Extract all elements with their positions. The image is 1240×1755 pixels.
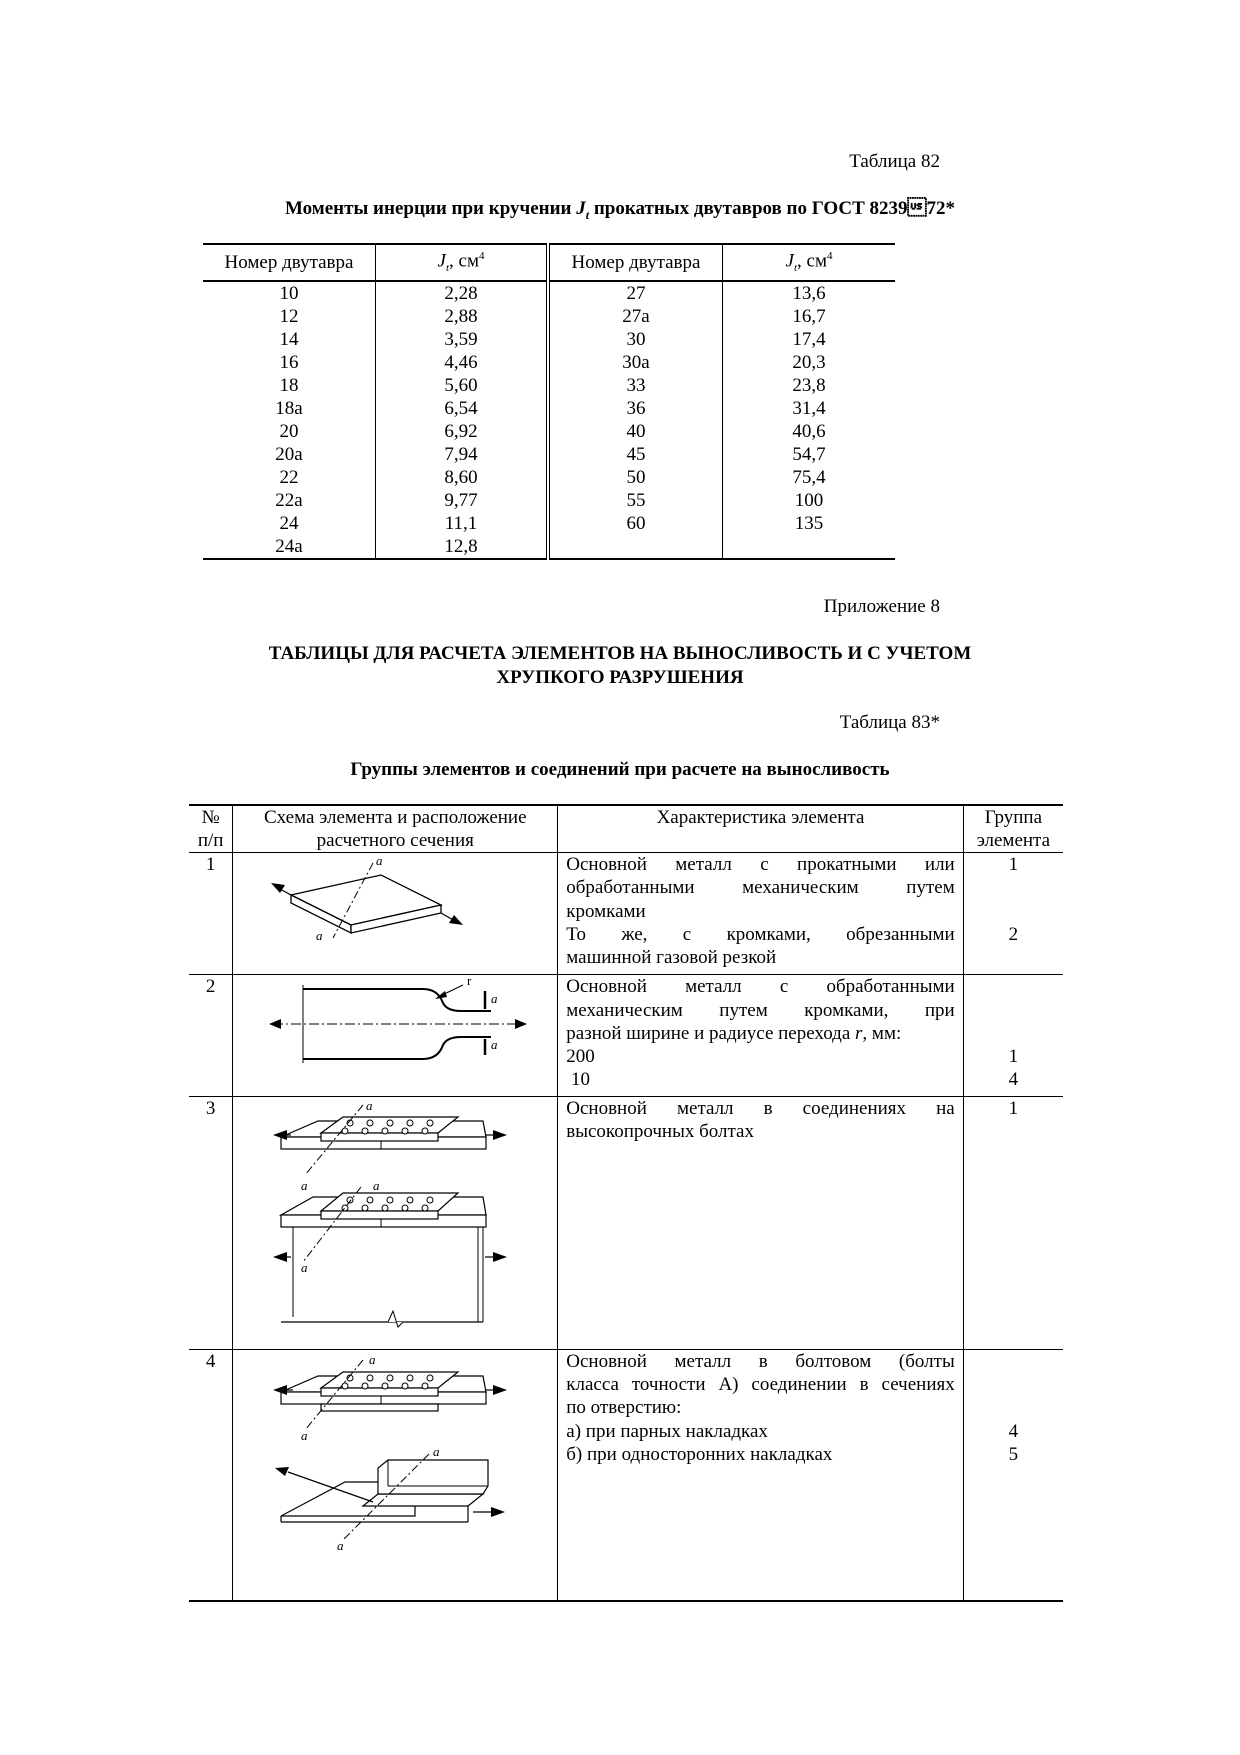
jt-value: 11,1: [376, 512, 549, 535]
jt-value-2: 13,6: [792, 283, 826, 305]
table82-row: [203, 535, 895, 559]
table82-caption: Таблица 82: [849, 151, 940, 172]
table82-row: [203, 374, 895, 397]
row4-groups: 4 5: [963, 1349, 1063, 1601]
table82-title-post: прокатных двутавров по ГОСТ 8239 72*: [589, 198, 956, 219]
jt-value: 5,60: [376, 374, 549, 397]
appendix-label: Приложение 8: [823, 596, 940, 617]
appendix-title-line1: ТАБЛИЦЫ ДЛЯ РАСЧЕТА ЭЛЕМЕНТОВ НА ВЫНОСЛИВОСТЬ И С УЧЕТОМ: [268, 643, 972, 664]
jt-value: 9,77: [376, 489, 549, 512]
beam-number: 18а: [203, 397, 376, 420]
beam-number-2: 50: [548, 466, 723, 489]
jt-value-2: [723, 535, 896, 559]
table82-row: [203, 351, 895, 374]
jt-value-2: 100: [794, 490, 824, 512]
section-label-a: a: [376, 853, 383, 868]
transition-diagram: [233, 975, 557, 1089]
table82-row: [203, 328, 895, 351]
scheme-class-a-bolts: [233, 1349, 558, 1601]
section-label-a-4: a: [301, 1259, 308, 1275]
table83-title: Группы элементов и соединений при расчете на выносливость: [350, 759, 890, 780]
beam-number-2: [548, 535, 723, 559]
section-label-a-3: a: [433, 1443, 440, 1459]
beam-number-2: 27: [548, 281, 723, 305]
beam-number-2: 45: [548, 443, 723, 466]
scheme-plate: [233, 853, 558, 975]
jt-value-2: 16,7: [792, 306, 826, 328]
header-beam-number: Номер двутавра: [203, 244, 376, 281]
beam-number: 12: [203, 305, 376, 328]
table83-row-1: [189, 853, 1063, 975]
table83-caption: Таблица 83*: [839, 712, 940, 733]
radius-label-r: r: [467, 975, 472, 989]
table82-row: [203, 512, 895, 535]
jt-value: 12,8: [376, 535, 549, 559]
header-jt-2: $J_t$, $см^4$: [723, 244, 896, 281]
beam-number-2: 30: [548, 328, 723, 351]
row2-groups: 1 4: [963, 975, 1063, 1096]
row-number: 2: [189, 975, 233, 1096]
row3-description: Основной металл в соединениях на высокопрочных болтах: [558, 1096, 963, 1349]
section-label-a: a: [491, 991, 498, 1007]
jt-value: 4,46: [376, 351, 549, 374]
beam-number: 10: [203, 281, 376, 305]
beam-number: 20а: [203, 443, 376, 466]
table83-row-4: [189, 1349, 1063, 1601]
plate-diagram: [233, 853, 557, 968]
table82-header-row: [203, 244, 895, 281]
row-number: 3: [189, 1096, 233, 1349]
table82-row: [203, 443, 895, 466]
jt-value-2: 54,7: [792, 444, 826, 466]
section-label-a-3: a: [373, 1177, 380, 1193]
beam-number-2: 30а: [548, 351, 723, 374]
beam-number: 24: [203, 512, 376, 535]
jt-value: 7,94: [376, 443, 549, 466]
beam-number-2: 33: [548, 374, 723, 397]
row3-groups: 1: [963, 1096, 1063, 1349]
section-label-a-4: a: [337, 1537, 344, 1553]
table82-title: [0, 198, 1240, 223]
header-number: № п/п: [189, 805, 233, 853]
jt-value-2: 75,4: [792, 467, 826, 489]
jt-value: 8,60: [376, 466, 549, 489]
table83-row-3: [189, 1096, 1063, 1349]
header-scheme: Схема элемента и расположение расчетного сечения: [233, 805, 558, 853]
section-label-a-2: a: [491, 1037, 498, 1053]
jt-value: 6,54: [376, 397, 549, 420]
jt-value: 2,28: [376, 281, 549, 305]
beam-number-2: 36: [548, 397, 723, 420]
beam-number: 22: [203, 466, 376, 489]
jt-value-2: 20,3: [792, 352, 826, 374]
row2-description: Основной металл с обработанными механическим путем кромками, при разной ширине и радиусе перехода r, мм: 200 10: [558, 975, 963, 1096]
section-label-a-2: a: [301, 1177, 308, 1193]
beam-number: 22а: [203, 489, 376, 512]
jt-value: 3,59: [376, 328, 549, 351]
beam-number-2: 60: [548, 512, 723, 535]
beam-number-2: 27а: [548, 305, 723, 328]
header-jt: $J_t$, $см^4$: [376, 244, 549, 281]
hs-bolt-diagram: [233, 1097, 557, 1343]
table82-row: [203, 466, 895, 489]
scheme-transition: [233, 975, 558, 1096]
beam-number: 20: [203, 420, 376, 443]
table83-row-2: [189, 975, 1063, 1096]
table82-row: [203, 281, 895, 305]
row1-description: Основной металл с прокатными или обработанными механическим путем кромками То же, с кромками, обрезанными машинной газовой резкой: [558, 853, 963, 975]
header-group: Группа элемента: [963, 805, 1063, 853]
table82-row: [203, 489, 895, 512]
row1-groups: 1 2: [963, 853, 1063, 975]
jt-value: 2,88: [376, 305, 549, 328]
row4-description: Основной металл в болтовом (болты класса точности А) соединении в сечениях по отверстию: а) при парных накладках б) при односторонних накладках: [558, 1349, 963, 1601]
header-beam-number-2: Номер двутавра: [548, 244, 723, 281]
jt-value-2: 135: [794, 513, 824, 535]
section-label-a-2: a: [316, 928, 323, 943]
jt-value-2: 23,8: [792, 375, 826, 397]
jt-value-2: 17,4: [792, 329, 826, 351]
row-number: 1: [189, 853, 233, 975]
class-a-bolt-diagram: [233, 1350, 557, 1594]
beam-number-2: 55: [548, 489, 723, 512]
beam-number: 18: [203, 374, 376, 397]
table82-row: [203, 397, 895, 420]
table82: [203, 243, 895, 560]
beam-number: 14: [203, 328, 376, 351]
beam-number: 16: [203, 351, 376, 374]
row-number: 4: [189, 1349, 233, 1601]
section-label-a-2: a: [301, 1427, 308, 1443]
table83-header-row: [189, 805, 1063, 853]
section-label-a: a: [366, 1097, 373, 1113]
table82-title-symbol: J: [576, 198, 586, 219]
table82-row: [203, 305, 895, 328]
jt-value-2: 40,6: [792, 421, 826, 443]
table82-row: [203, 420, 895, 443]
table82-title-pre: Моменты инерции при кручении: [284, 198, 577, 219]
beam-number-2: 40: [548, 420, 723, 443]
table82-body: [203, 281, 895, 559]
appendix-title: [0, 642, 1240, 690]
jt-value-2: 31,4: [792, 398, 826, 420]
beam-number: 24а: [203, 535, 376, 559]
header-description: Характеристика элемента: [558, 805, 963, 853]
table83: [189, 804, 1063, 1602]
section-label-a: a: [369, 1351, 376, 1367]
scheme-hs-bolts: [233, 1096, 558, 1349]
jt-value: 6,92: [376, 420, 549, 443]
appendix-title-line2: ХРУПКОГО РАЗРУШЕНИЯ: [496, 667, 744, 688]
table82-title-subscript: t: [585, 207, 590, 222]
